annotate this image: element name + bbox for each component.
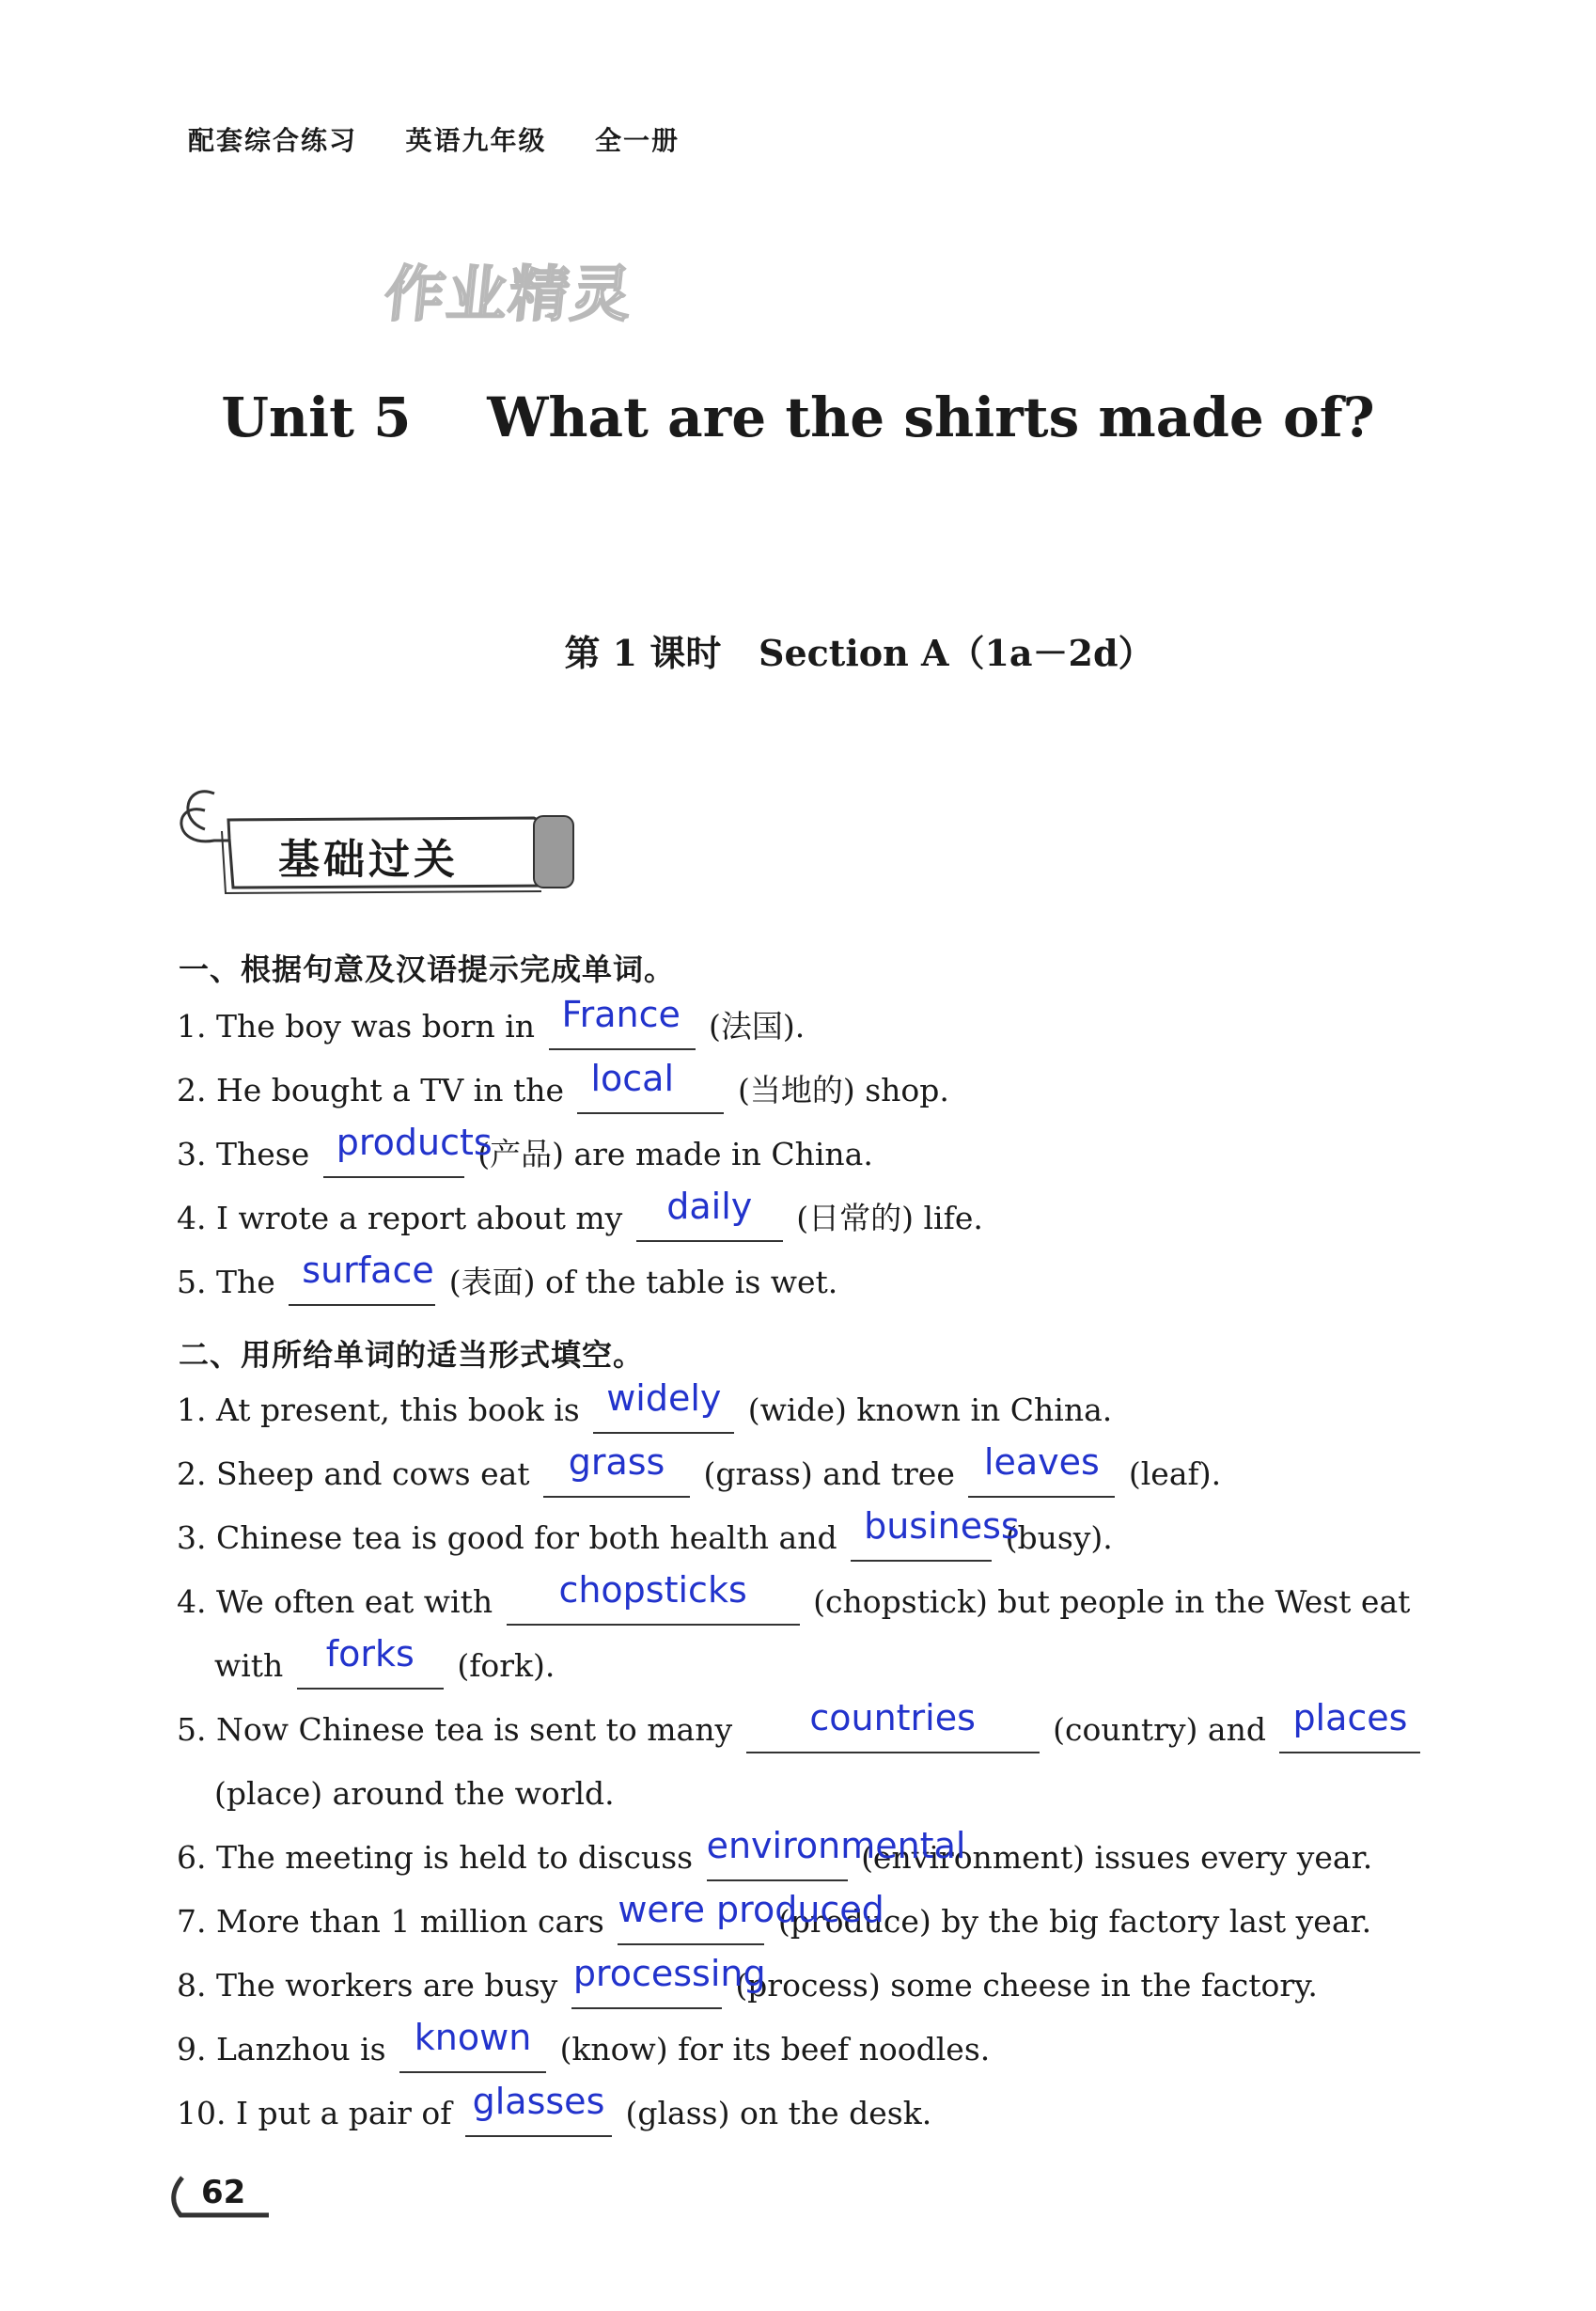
part2-item-7: 7. More than 1 million cars were produced (produce) by the big factory last year. [177, 1901, 1371, 1945]
answer-blank[interactable] [323, 1122, 493, 1178]
answer-text: known [414, 2017, 532, 2058]
answer-blank[interactable] [636, 1186, 783, 1242]
part2-item-2: 2. Sheep and cows eat grass (grass) and tree leaves (leaf). [177, 1454, 1221, 1498]
answer-blank[interactable] [289, 1250, 435, 1306]
part1-item-1: 1. The boy was born in France (法国). [177, 1006, 805, 1050]
answer-blank[interactable] [968, 1441, 1115, 1498]
answer-text: processing [572, 1953, 766, 1994]
answer-text: glasses [472, 2081, 605, 2122]
part2-item-3: 3. Chinese tea is good for both health and business (busy). [177, 1517, 1113, 1562]
answer-text: products [336, 1122, 493, 1163]
part2-item-10: 10. I put a pair of glasses (glass) on the desk. [177, 2093, 931, 2137]
answer-text: countries [809, 1697, 976, 1738]
answer-text: daily [666, 1186, 753, 1227]
part1-item-2: 2. He bought a TV in the local (当地的) shop. [177, 1070, 949, 1114]
lesson-title: 第 1 课时 Section A（1a－2d） [564, 632, 1154, 674]
answer-blank[interactable] [399, 2017, 546, 2073]
part2-item-4: 4. We often eat with chopsticks (chopstick) but people in the West eat [177, 1581, 1410, 1626]
answer-text: leaves [983, 1441, 1100, 1483]
part2-item-9: 9. Lanzhou is known (know) for its beef noodles. [177, 2029, 990, 2073]
part1-item-5: 5. The surface (表面) of the table is wet. [177, 1262, 837, 1306]
answer-blank[interactable] [593, 1377, 734, 1434]
part1-heading: 一、根据句意及汉语提示完成单词。 [179, 951, 676, 987]
answer-blank[interactable] [297, 1633, 444, 1690]
part2-item-1: 1. At present, this book is widely (wide) known in China. [177, 1390, 1112, 1434]
answer-text: were produced [618, 1889, 884, 1930]
part2-item-8: 8. The workers are busy processing (process) some cheese in the factory. [177, 1965, 1318, 2009]
part2-item-4-continued: with forks (fork). [214, 1645, 555, 1690]
answer-text: business [864, 1505, 1020, 1547]
answer-text: widely [606, 1377, 722, 1419]
answer-blank[interactable] [507, 1569, 800, 1626]
answer-text: places [1292, 1697, 1408, 1738]
answer-text: France [561, 994, 681, 1035]
answer-text: grass [568, 1441, 665, 1483]
part2-item-5-continued: (place) around the world. [214, 1775, 615, 1812]
answer-blank[interactable] [746, 1697, 1040, 1753]
answer-blank[interactable] [465, 2081, 612, 2137]
answer-blank[interactable] [706, 1825, 966, 1881]
answer-blank[interactable] [543, 1441, 690, 1498]
book-header: 配套综合练习 英语九年级 全一册 [188, 125, 680, 156]
answer-text: chopsticks [558, 1569, 747, 1611]
answer-blank[interactable] [618, 1889, 884, 1945]
section-banner-label: 基础过关 [278, 836, 459, 884]
answer-blank[interactable] [571, 1953, 766, 2009]
watermark-logo: 作业精灵 [381, 260, 637, 330]
answer-text: forks [325, 1633, 415, 1674]
answer-text: surface [302, 1250, 434, 1291]
answer-blank[interactable] [549, 994, 696, 1050]
answer-blank[interactable] [1279, 1697, 1420, 1753]
part2-item-5: 5. Now Chinese tea is sent to many countries (country) and places [177, 1709, 1424, 1753]
answer-text: local [590, 1058, 675, 1099]
page-number: 62 [201, 2174, 246, 2211]
answer-blank[interactable] [577, 1058, 724, 1114]
part1-item-4: 4. I wrote a report about my daily (日常的) life. [177, 1198, 983, 1242]
part2-heading: 二、用所给单词的适当形式填空。 [179, 1337, 645, 1373]
part2-item-6: 6. The meeting is held to discuss environmental (environment) issues every year. [177, 1837, 1372, 1881]
answer-text: environmental [706, 1825, 966, 1866]
answer-blank[interactable] [851, 1505, 1020, 1562]
unit-title: Unit 5 What are the shirts made of? [221, 385, 1375, 449]
part1-item-3: 3. These products (产品) are made in China. [177, 1134, 873, 1178]
